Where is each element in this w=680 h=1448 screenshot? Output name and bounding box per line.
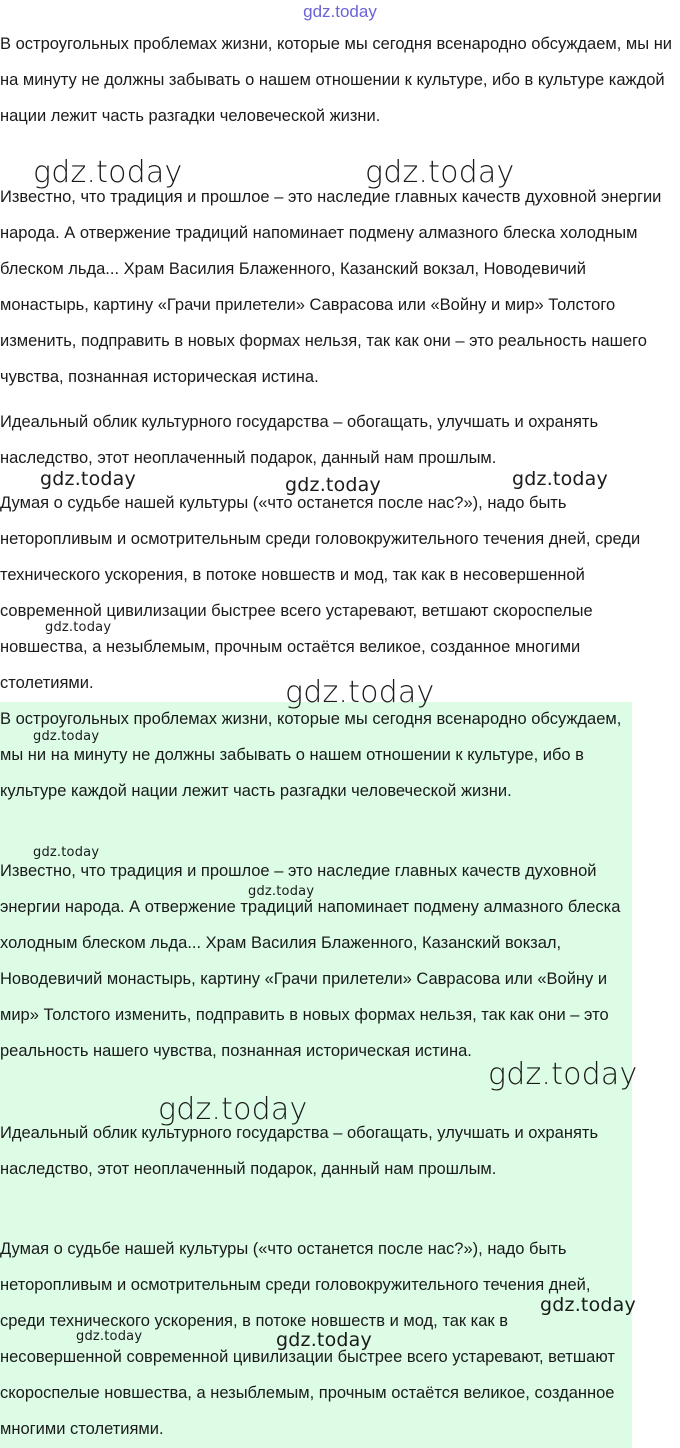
watermark: gdz.today — [248, 884, 315, 899]
watermark: gdz.today — [158, 1092, 308, 1127]
watermark: gdz.today — [540, 1294, 636, 1316]
watermark: gdz.today — [76, 1329, 143, 1344]
answer-paragraph-1: В остроугольных проблемах жизни, которые мы сегодня всенародно обсуждаем, мы ни на минуту не должны забывать о нашем отношении к культуре, ибо в культуре каждой нации лежит часть разгадки человеческой жизни. — [0, 710, 622, 800]
answer-paragraph-2: Известно, что традиция и прошлое – это наследие главных качеств духовной энергии народа. А отвержение традиций напоминает подмену алмазного блеска холодным блеском льда... Храм Василия Блаженного, Казанский вокзал, Новодевичий монастырь, картину «Грачи прилетели» Саврасова или «Войну и мир» Толстого изменить, подправить в новых формах нельзя, так как они – это реальность нашего чувства, познанная историческая истина. — [0, 862, 621, 1060]
watermark: gdz.today — [276, 1329, 372, 1351]
answer-paragraph-4: Думая о судьбе нашей культуры («что останется после нас?»), надо быть неторопливым и осмотрительным среди головокружительного течения дней, среди технического ускорения, в потоке новшеств и мод, так как в несовершенной современной цивилизации быстрее всего устаревают, ветшают скороспелые новшества, а незыблемым, прочным остаётся великое, созданное многими столетиями. — [0, 1240, 615, 1438]
header-watermark: gdz.today — [303, 2, 377, 21]
watermark: gdz.today — [512, 468, 608, 490]
watermark: gdz.today — [33, 845, 100, 860]
original-paragraph-4: Думая о судьбе нашей культуры («что останется после нас?»), надо быть неторопливым и осмотрительным среди головокружительного течения дней, среди технического ускорения, в потоке новшеств и мод, так как в несовершенной современной цивилизации быстрее всего устаревают, ветшают скороспелые новшества, а незыблемым, прочным остаётся великое, созданное многими столетиями. — [0, 494, 641, 692]
original-paragraph-2: Известно, что традиция и прошлое – это наследие главных качеств духовной энергии народа. А отвержение традиций напоминает подмену алмазного блеска холодным блеском льда... Храм Василия Блаженного, Казанский вокзал, Новодевичий монастырь, картину «Грачи прилетели» Саврасова или «Войну и мир» Толстого изменить, подправить в новых формах нельзя, так как они – это реальность нашего чувства, познанная историческая истина. — [0, 188, 662, 386]
watermark: gdz.today — [40, 468, 136, 490]
original-paragraph-3: Идеальный облик культурного государства – обогащать, улучшать и охранять наследство, этот неоплаченный подарок, данный нам прошлым. — [0, 413, 599, 467]
watermark: gdz.today — [33, 729, 100, 744]
watermark: gdz.today — [285, 675, 435, 710]
watermark: gdz.today — [45, 620, 112, 635]
watermark: gdz.today — [285, 474, 381, 496]
original-paragraph-1: В остроугольных проблемах жизни, которые мы сегодня всенародно обсуждаем, мы ни на минуту не должны забывать о нашем отношении к культуре, ибо в культуре каждой нации лежит часть разгадки человеческой жизни. — [0, 35, 673, 125]
answer-paragraph-3: Идеальный облик культурного государства – обогащать, улучшать и охранять наследство, этот неоплаченный подарок, данный нам прошлым. — [0, 1124, 599, 1178]
watermark: gdz.today — [488, 1057, 638, 1092]
watermark: gdz.today — [365, 155, 515, 190]
watermark: gdz.today — [33, 155, 183, 190]
